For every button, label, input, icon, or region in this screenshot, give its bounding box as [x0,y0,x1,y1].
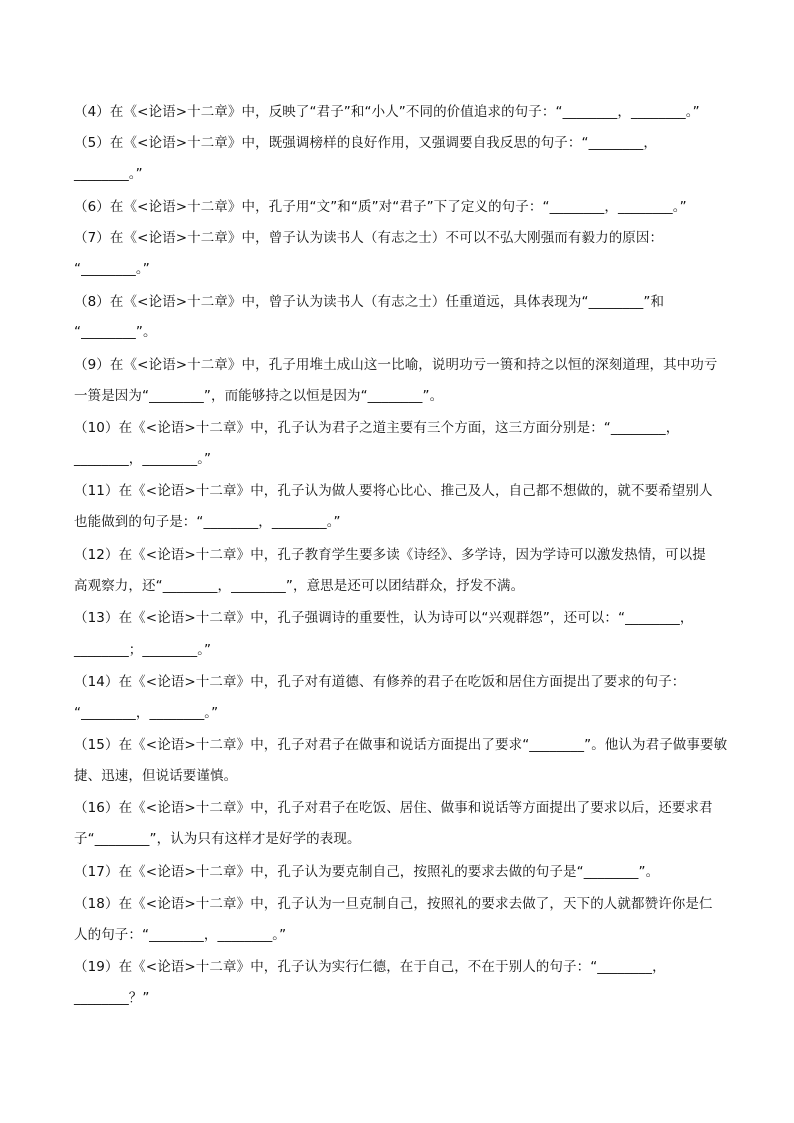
question-7-line-1: （7）在《<论语>十二章》中，曾子认为读书人（有志之士）不可以不弘大刚强而有毅力的原因： [74,230,664,246]
question-4-line-1: （4）在《<论语>十二章》中，反映了“君子”和“小人”不同的价值追求的句子：“________，________。” [74,104,700,120]
question-9-line-1: （9）在《<论语>十二章》中，孔子用堆土成山这一比喻，说明功亏一篑和持之以恒的深刻道理，其中功亏 [74,357,718,373]
question-5-line-2: ________。” [74,166,143,182]
question-16-line-1: （16）在《<论语>十二章》中，孔子对君子在吃饭、居住、做事和说话等方面提出了要求以后，还要求君 [74,800,713,816]
question-16-line-2: 子“________”，认为只有这样才是好学的表现。 [74,831,361,847]
question-13-line-2: ________；________。” [74,642,212,658]
question-13-line-1: （13）在《<论语>十二章》中，孔子强调诗的重要性，认为诗可以“兴观群怨”，还可以：“________， [74,610,694,626]
question-10-line-2: ________，________。” [74,451,212,467]
question-18-line-2: 人的句子：“________，________。” [74,927,287,943]
question-19-line-2: ________？” [74,990,150,1006]
question-11-line-2: 也能做到的句子是：“________，________。” [74,514,341,530]
question-12-line-1: （12）在《<论语>十二章》中，孔子教育学生要多读《诗经》、多学诗，因为学诗可以激发热情，可以提 [74,547,706,563]
question-5-line-1: （5）在《<论语>十二章》中，既强调榜样的良好作用，又强调要自我反思的句子：“________， [74,135,658,151]
question-17-line-1: （17）在《<论语>十二章》中，孔子认为要克制自己，按照礼的要求去做的句子是“________”。 [74,864,660,880]
question-10-line-1: （10）在《<论语>十二章》中，孔子认为君子之道主要有三个方面，这三方面分别是：“________， [74,420,680,436]
question-11-line-1: （11）在《<论语>十二章》中，孔子认为做人要将心比心、推己及人，自己都不想做的，就不要希望别人 [74,483,713,499]
question-15-line-1: （15）在《<论语>十二章》中，孔子对君子在做事和说话方面提出了要求“________”。他认为君子做事要敏 [74,737,728,753]
question-14-line-1: （14）在《<论语>十二章》中，孔子对有道德、有修养的君子在吃饭和居住方面提出了要求的句子： [74,674,686,690]
question-7-line-2: “________。” [74,261,150,277]
question-12-line-2: 高观察力，还“________，________”，意思是还可以团结群众，抒发不满。 [74,578,525,594]
question-8-line-1: （8）在《<论语>十二章》中，曾子认为读书人（有志之士）任重道远，具体表现为“________”和 [74,294,665,310]
question-19-line-1: （19）在《<论语>十二章》中，孔子认为实行仁德，在于自己，不在于别人的句子：“________， [74,959,666,975]
question-14-line-2: “________，________。” [74,705,219,721]
question-18-line-1: （18）在《<论语>十二章》中，孔子认为一旦克制自己，按照礼的要求去做了，天下的人就都赞许你是仁 [74,896,713,912]
question-8-line-2: “________”。 [74,324,157,340]
question-15-line-2: 捷、迅速，但说话要谨慎。 [74,768,238,784]
question-6-line-1: （6）在《<论语>十二章》中，孔子用“文”和“质”对“君子”下了定义的句子：“________，________。” [74,199,687,215]
question-9-line-2: 一篑是因为“________”，而能够持之以恒是因为“________”。 [74,388,444,404]
